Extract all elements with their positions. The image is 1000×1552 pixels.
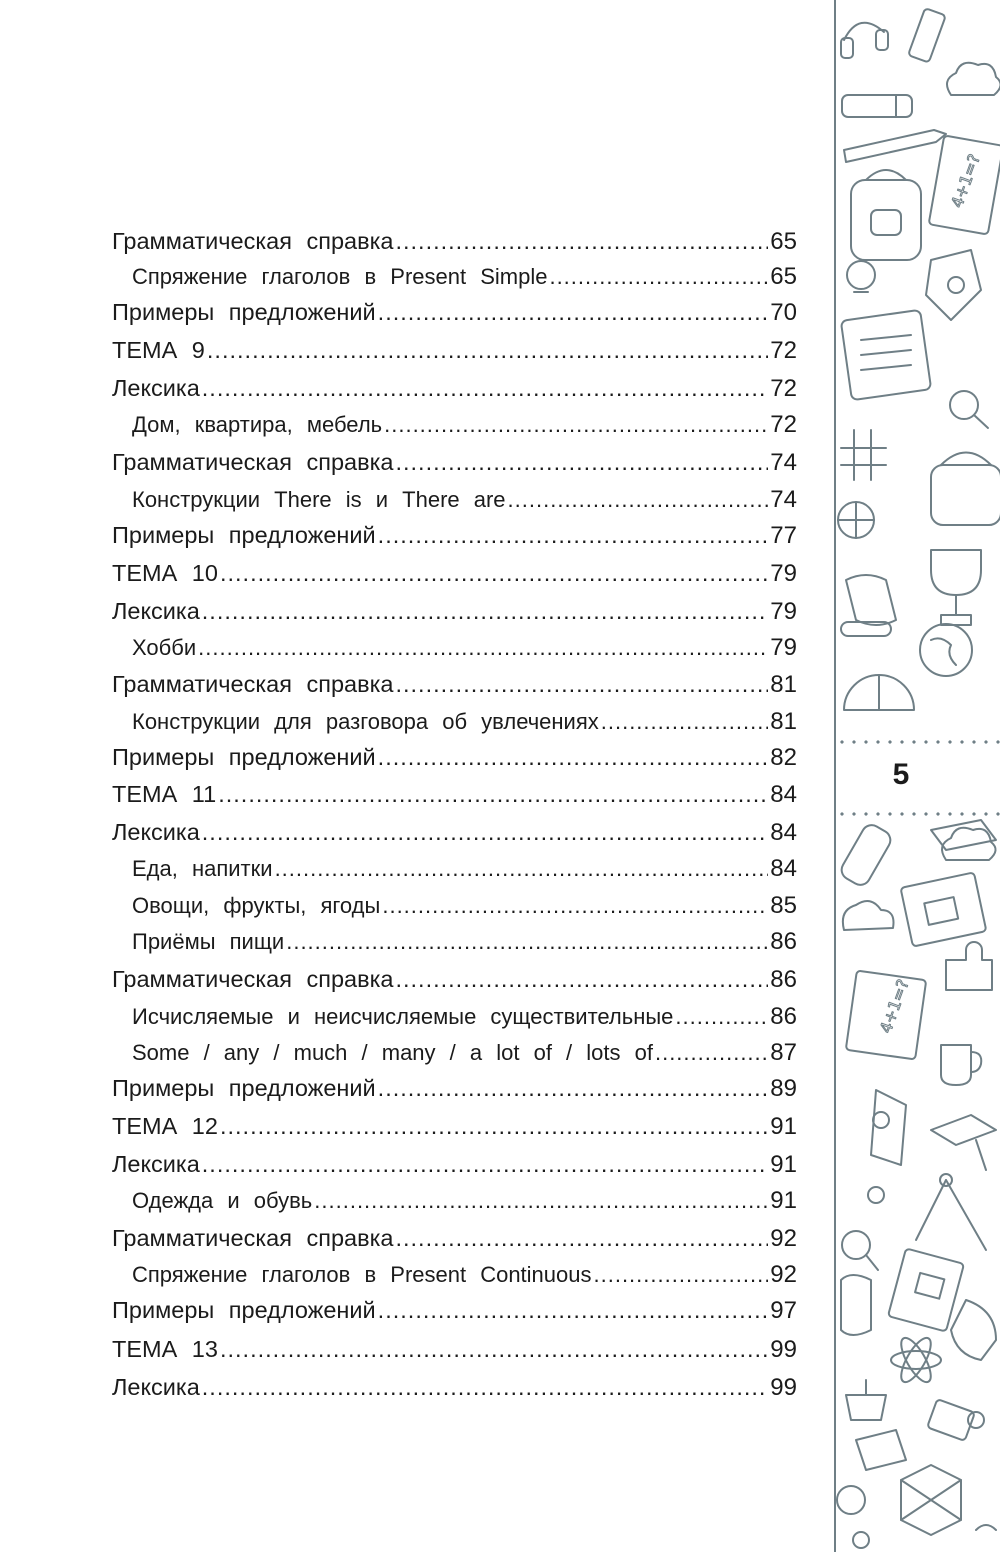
toc-entry-page: 97: [770, 1297, 797, 1324]
toc-dot-leader: [220, 1115, 768, 1139]
toc-entry-page: 86: [770, 966, 797, 993]
toc-dot-leader: [395, 451, 768, 475]
toc-dot-leader: [378, 301, 769, 325]
toc-entry: [112, 673, 797, 697]
toc-dot-leader: [275, 858, 769, 880]
toc-entry-title: Лексика: [112, 1374, 200, 1400]
toc-entry: [112, 746, 797, 770]
toc-entry-page: 81: [770, 708, 797, 735]
toc-dot-leader: [655, 1042, 768, 1064]
toc-entry-title: Одежда и обувь: [132, 1188, 313, 1213]
toc-entry-title: Овощи, фрукты, ягоды: [132, 893, 381, 918]
toc-dot-leader: [314, 1190, 768, 1212]
toc-entry-title: Грамматическая справка: [112, 449, 394, 475]
toc-entry-title: ТЕМА 11: [112, 781, 217, 807]
toc-entry-title: Исчисляемые и неисчисляемые существительные: [132, 1004, 674, 1029]
toc-entry-page: 79: [770, 598, 797, 625]
toc-entry: [112, 377, 797, 401]
svg-text:4+1=?: 4+1=?: [947, 151, 985, 211]
toc-dot-leader: [202, 821, 769, 845]
toc-entry-title: Грамматическая справка: [112, 228, 394, 254]
toc-dot-leader: [508, 489, 769, 511]
toc-dot-leader: [202, 1376, 769, 1400]
toc-entry-title: Приёмы пищи: [132, 929, 285, 954]
page-number: 5: [892, 758, 910, 791]
toc-entry-page: 74: [770, 449, 797, 476]
toc-entry: [112, 710, 797, 734]
toc-entry: [112, 783, 797, 807]
toc-entry-title: Примеры предложений: [112, 744, 376, 770]
toc-entry: [112, 600, 797, 624]
toc-entry: [112, 413, 797, 437]
toc-entry-title: Лексика: [112, 1151, 200, 1177]
toc-entry-page: 84: [770, 819, 797, 846]
toc-entry-title: Лексика: [112, 375, 200, 401]
toc-entry-page: 84: [770, 855, 797, 882]
toc-dot-leader: [594, 1264, 769, 1286]
toc-entry-page: 82: [770, 744, 797, 771]
toc-entry-title: Конструкции There is и There are: [132, 487, 506, 512]
toc-dot-leader: [395, 1227, 768, 1251]
toc-dot-leader: [395, 968, 768, 992]
toc-entry: [112, 1299, 797, 1323]
toc-entry-title: Еда, напитки: [132, 856, 273, 881]
toc-entry-title: Спряжение глаголов в Present Continuous: [132, 1262, 592, 1287]
toc-entry: [112, 857, 797, 881]
toc-entry-page: 72: [770, 375, 797, 402]
toc-dot-leader: [549, 266, 768, 288]
toc-entry: [112, 524, 797, 548]
toc-entry: [112, 301, 797, 325]
toc-entry-page: 92: [770, 1225, 797, 1252]
toc-entry-page: 85: [770, 892, 797, 919]
toc-entry-page: 65: [770, 228, 797, 255]
toc-dot-leader: [286, 931, 768, 953]
toc-entry: [112, 1189, 797, 1213]
toc-entry: [112, 265, 797, 289]
toc-entry-title: Примеры предложений: [112, 1297, 376, 1323]
toc-entry: [112, 1005, 797, 1029]
toc-dot-leader: [378, 1299, 769, 1323]
toc-entry-page: 74: [770, 486, 797, 513]
toc-entry: [112, 894, 797, 918]
toc-entry: [112, 1376, 797, 1400]
toc-entry-page: 77: [770, 522, 797, 549]
toc-entry: [112, 562, 797, 586]
toc-dot-leader: [202, 600, 769, 624]
toc-entry: [112, 1115, 797, 1139]
toc-entry-title: Грамматическая справка: [112, 671, 394, 697]
toc-entry-page: 70: [770, 299, 797, 326]
toc-entry-page: 99: [770, 1336, 797, 1363]
toc-entry: [112, 1338, 797, 1362]
toc-entry-title: ТЕМА 10: [112, 560, 218, 586]
toc-dot-leader: [378, 746, 769, 770]
toc-entry-page: 72: [770, 337, 797, 364]
toc-entry-page: 91: [770, 1187, 797, 1214]
dotted-divider-bottom: [836, 812, 1000, 816]
toc-entry-title: Примеры предложений: [112, 1075, 376, 1101]
toc-entry: [112, 1077, 797, 1101]
toc-entry-title: Хобби: [132, 635, 197, 660]
toc-entry-title: Дом, квартира, мебель: [132, 412, 383, 437]
toc-entry-title: Грамматическая справка: [112, 966, 394, 992]
toc-entry-page: 65: [770, 263, 797, 290]
toc-entry-page: 91: [770, 1113, 797, 1140]
toc-entry-page: 99: [770, 1374, 797, 1401]
toc-dot-leader: [378, 1077, 769, 1101]
toc-dot-leader: [218, 783, 768, 807]
toc-dot-leader: [220, 562, 768, 586]
toc-entry: [112, 1153, 797, 1177]
toc-entry: [112, 339, 797, 363]
toc-entry-page: 72: [770, 411, 797, 438]
toc-dot-leader: [198, 637, 768, 659]
toc-dot-leader: [207, 339, 768, 363]
toc-entry: [112, 451, 797, 475]
toc-dot-leader: [675, 1006, 768, 1028]
toc-dot-leader: [395, 673, 768, 697]
toc-entry: [112, 1041, 797, 1065]
toc-entry: [112, 821, 797, 845]
toc-entry-page: 79: [770, 560, 797, 587]
svg-text:4+1=?: 4+1=?: [875, 976, 913, 1036]
toc-entry-title: ТЕМА 13: [112, 1336, 218, 1362]
toc-dot-leader: [202, 1153, 769, 1177]
toc-dot-leader: [601, 711, 769, 733]
toc-entry-page: 92: [770, 1261, 797, 1288]
toc-dot-leader: [378, 524, 769, 548]
toc-entry-page: 91: [770, 1151, 797, 1178]
toc-entry-page: 86: [770, 1003, 797, 1030]
dotted-divider-top: [836, 740, 1000, 744]
toc-entry: [112, 1263, 797, 1287]
toc-entry-title: Примеры предложений: [112, 522, 376, 548]
toc-entry: [112, 230, 797, 254]
toc-dot-leader: [202, 377, 769, 401]
toc-entry: [112, 1227, 797, 1251]
toc-entry-title: ТЕМА 12: [112, 1113, 218, 1139]
toc-entry-page: 89: [770, 1075, 797, 1102]
toc-entry-title: Лексика: [112, 598, 200, 624]
toc-entry-title: ТЕМА 9: [112, 337, 205, 363]
toc-entry-page: 84: [770, 781, 797, 808]
toc-entry: [112, 930, 797, 954]
toc-entry-title: Примеры предложений: [112, 299, 376, 325]
toc-entry: [112, 636, 797, 660]
toc-entry-title: Конструкции для разговора об увлечениях: [132, 709, 599, 734]
toc-dot-leader: [384, 414, 768, 436]
toc-entry: [112, 488, 797, 512]
toc-entry-title: Грамматическая справка: [112, 1225, 394, 1251]
toc-entry-page: 87: [770, 1039, 797, 1066]
toc-dot-leader: [395, 230, 768, 254]
toc-entry-title: Some / any / much / many / a lot of / lots of: [132, 1040, 653, 1065]
toc-dot-leader: [382, 895, 768, 917]
toc-entry-title: Спряжение глаголов в Present Simple: [132, 264, 548, 289]
toc-entry-page: 86: [770, 928, 797, 955]
toc-entry: [112, 968, 797, 992]
toc-entry-title: Лексика: [112, 819, 200, 845]
page-number-block: [836, 740, 1000, 816]
toc-dot-leader: [220, 1338, 768, 1362]
toc-entry-page: 79: [770, 634, 797, 661]
toc-entry-page: 81: [770, 671, 797, 698]
